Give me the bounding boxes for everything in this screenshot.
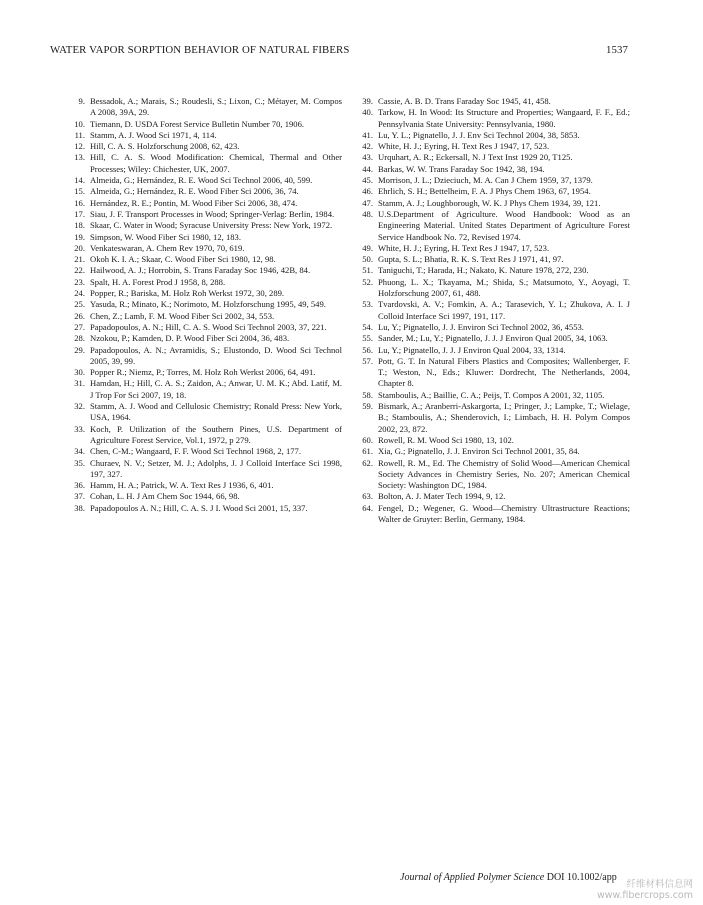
reference-item — [72, 322, 342, 333]
reference-text: Papadopoulos A. N.; Hill, C. A. S. J I. Wood Sci 2001, 15, 337. — [90, 502, 308, 513]
reference-text: Churaev, N. V.; Setzer, M. J.; Adolphs, J. J Colloid Interface Sci 1998, 197, 327. — [90, 457, 342, 479]
reference-item — [360, 458, 630, 492]
watermark-line-1: 纤维材料信息网 — [626, 879, 693, 890]
reference-text: Okoh K. I. A.; Skaar, C. Wood Fiber Sci 1980, 12, 98. — [90, 254, 276, 265]
reference-item — [360, 175, 630, 186]
reference-item — [360, 491, 630, 502]
reference-text: Koch, P. Utilization of the Southern Pines, U.S. Department of Agriculture Forest Service, Vol.1, 1972, p 279. — [90, 423, 342, 445]
reference-text: Cohan, L. H. J Am Chem Soc 1944, 66, 98. — [90, 491, 240, 502]
reference-number: 49. — [362, 242, 373, 253]
page-number: 1537 — [606, 44, 628, 56]
reference-number: 45. — [362, 175, 373, 186]
reference-item — [72, 220, 342, 231]
reference-item — [72, 265, 342, 276]
reference-text: Taniguchi, T.; Harada, H.; Nakato, K. Nature 1978, 272, 230. — [378, 265, 589, 276]
reference-item — [360, 198, 630, 209]
reference-text: Tiemann, D. USDA Forest Service Bulletin Number 70, 1906. — [90, 118, 305, 129]
reference-item — [360, 333, 630, 344]
reference-number: 9. — [78, 96, 85, 106]
reference-text: Hill, C. A. S. Holzforschung 2008, 62, 423. — [90, 141, 240, 152]
reference-item — [72, 367, 342, 378]
reference-item — [72, 311, 342, 322]
reference-number: 31. — [74, 378, 85, 389]
reference-number: 35. — [74, 457, 85, 468]
reference-number: 53. — [362, 299, 373, 310]
reference-item — [360, 164, 630, 175]
reference-item — [72, 119, 342, 130]
reference-item — [72, 503, 342, 514]
reference-item — [360, 209, 630, 243]
reference-text: Stamboulis, A.; Baillie, C. A.; Peijs, T. Compos A 2001, 32, 1105. — [378, 389, 605, 400]
reference-number: 26. — [74, 310, 85, 321]
reference-number: 13. — [74, 152, 85, 163]
reference-text: Sander, M.; Lu, Y.; Pignatello, J. J. J Environ Qual 2005, 34, 1063. — [378, 333, 608, 344]
reference-number: 14. — [74, 175, 85, 186]
reference-item — [360, 265, 630, 276]
reference-number: 15. — [74, 186, 85, 197]
reference-item — [360, 446, 630, 457]
reference-number: 44. — [362, 163, 373, 174]
reference-item — [360, 277, 630, 300]
reference-item — [72, 299, 342, 310]
reference-text: Chen, Z.; Lamb, F. M. Wood Fiber Sci 2002, 34, 553. — [90, 310, 275, 321]
reference-text: Lu, Y.; Pignatello, J. J. J Environ Qual 2004, 33, 1314. — [378, 344, 566, 355]
reference-item — [360, 356, 630, 390]
reference-item — [72, 345, 342, 368]
reference-text: Rowell, R. M. Wood Sci 1980, 13, 102. — [378, 434, 514, 445]
reference-number: 23. — [74, 276, 85, 287]
reference-item — [72, 209, 342, 220]
reference-number: 21. — [74, 254, 85, 265]
reference-number: 47. — [362, 197, 373, 208]
reference-number: 12. — [74, 141, 85, 152]
reference-text: Ehrlich, S. H.; Bettelheim, F. A. J Phys Chem 1963, 67, 1954. — [378, 186, 591, 197]
reference-item — [72, 446, 342, 457]
reference-number: 58. — [362, 389, 373, 400]
reference-item — [72, 232, 342, 243]
reference-item — [360, 152, 630, 163]
journal-name: Journal of Applied Polymer Science — [400, 872, 545, 883]
reference-number: 17. — [74, 208, 85, 219]
reference-text: Cassie, A. B. D. Trans Faraday Soc 1945, 41, 458. — [378, 96, 551, 106]
reference-text: Papadopoulos, A. N.; Hill, C. A. S. Wood Sci Technol 2003, 37, 221. — [90, 321, 327, 332]
reference-text: Bessadok, A.; Marais, S.; Roudesli, S.; Lixon, C.; Métayer, M. Compos A 2008, 39A, 29. — [90, 96, 342, 118]
reference-number: 36. — [74, 480, 85, 491]
reference-item — [72, 424, 342, 447]
reference-text: U.S.Department of Agriculture. Wood Handbook: Wood as an Engineering Material. United States Department of Agriculture Forest Service Handbook No. 72, Revised 1974. — [378, 208, 630, 242]
reference-number: 50. — [362, 254, 373, 265]
reference-number: 10. — [74, 118, 85, 129]
reference-number: 20. — [74, 242, 85, 253]
reference-text: Tarkow, H. In Wood: Its Structure and Properties; Wangaard, F. F., Ed.; Pennsylvania State University: Pennsylvania, 1980. — [378, 107, 630, 129]
reference-item — [360, 345, 630, 356]
reference-item — [72, 96, 342, 119]
reference-text: Hernández, R. E.; Pontin, M. Wood Fiber Sci 2006, 38, 474. — [90, 197, 298, 208]
reference-item — [72, 277, 342, 288]
reference-text: Stamm, A. J. Wood Sci 1971, 4, 114. — [90, 129, 217, 140]
references-left-column — [72, 96, 342, 514]
reference-text: Popper, R.; Bariska, M. Holz Roh Werkst 1972, 30, 289. — [90, 288, 285, 299]
reference-text: Skaar, C. Water in Wood; Syracuse University Press: New York, 1972. — [90, 220, 333, 231]
reference-text: Almeida, G.; Hernández, R. E. Wood Fiber Sci 2006, 36, 74. — [90, 186, 299, 197]
reference-number: 24. — [74, 288, 85, 299]
reference-number: 34. — [74, 446, 85, 457]
reference-number: 60. — [362, 434, 373, 445]
reference-text: Phuong, L. X.; Tkayama, M.; Shida, S.; Matsumoto, Y., Aoyagi, T. Holzforschung 2007, 61, 488. — [378, 276, 630, 299]
reference-number: 46. — [362, 186, 373, 197]
reference-text: Yasuda, R.; Minato, K.; Norimoto, M. Holzforschung 1995, 49, 549. — [90, 299, 326, 310]
reference-text: White, H. J.; Eyring, H. Text Res J 1947, 17, 523. — [378, 141, 550, 152]
reference-text: Urquhart, A. R.; Eckersall, N. J Text Inst 1929 20, T125. — [378, 152, 573, 163]
reference-text: Bolton, A. J. Mater Tech 1994, 9, 12. — [378, 491, 506, 502]
references-right-column — [360, 96, 630, 525]
reference-item — [72, 175, 342, 186]
reference-item — [72, 480, 342, 491]
reference-item — [72, 152, 342, 175]
reference-number: 41. — [362, 129, 373, 140]
reference-item — [72, 243, 342, 254]
reference-item — [72, 458, 342, 481]
reference-number: 27. — [74, 321, 85, 332]
reference-item — [72, 378, 342, 401]
reference-item — [360, 322, 630, 333]
reference-number: 40. — [362, 107, 373, 118]
reference-text: Hailwood, A. J.; Horrobin, S. Trans Faraday Soc 1946, 42B, 84. — [90, 265, 311, 276]
reference-text: Tvardovski, A. V.; Fomkin, A. A.; Tarasevich, Y. I.; Zhukova, A. I. J Colloid Interface Sci 1997, 191, 117. — [378, 299, 630, 321]
reference-text: Hamdan, H.; Hill, C. A. S.; Zaidon, A.; Anwar, U. M. K.; Abd. Latif, M. J Trop For Sci 2007, 19, 18. — [90, 378, 342, 400]
reference-number: 11. — [74, 129, 85, 140]
reference-number: 63. — [362, 491, 373, 502]
reference-item — [360, 96, 630, 107]
reference-item — [360, 130, 630, 141]
reference-text: Stamm, A. J. Wood and Cellulosic Chemistry; Ronald Press: New York, USA, 1964. — [90, 401, 342, 423]
reference-item — [72, 333, 342, 344]
reference-number: 25. — [74, 299, 85, 310]
reference-number: 55. — [362, 333, 373, 344]
reference-text: Simpson, W. Wood Fiber Sci 1980, 12, 183. — [90, 231, 241, 242]
reference-number: 30. — [74, 367, 85, 378]
reference-text: White, H. J.; Eyring, H. Text Res J 1947, 17, 523. — [378, 242, 550, 253]
doi: DOI 10.1002/app — [546, 872, 617, 883]
reference-number: 43. — [362, 152, 373, 163]
reference-item — [72, 491, 342, 502]
reference-item — [360, 254, 630, 265]
reference-number: 59. — [362, 401, 373, 412]
running-header — [50, 44, 628, 60]
reference-number: 38. — [74, 502, 85, 513]
reference-number: 16. — [74, 197, 85, 208]
reference-item — [360, 401, 630, 435]
reference-number: 19. — [74, 231, 85, 242]
reference-number: 57. — [362, 355, 373, 366]
reference-text: Morrison, J. L.; Dzieciuch, M. A. Can J Chem 1959, 37, 1379. — [378, 175, 593, 186]
reference-number: 29. — [74, 344, 85, 355]
reference-number: 28. — [74, 333, 85, 344]
reference-text: Lu, Y. L.; Pignatello, J. J. Env Sci Technol 2004, 38, 5853. — [378, 129, 580, 140]
watermark — [597, 879, 693, 901]
reference-number: 18. — [74, 220, 85, 231]
reference-number: 54. — [362, 321, 373, 332]
reference-number: 32. — [74, 401, 85, 412]
reference-text: Pott, G. T. In Natural Fibers Plastics and Composites; Wallenberger, F. T.; Weston, N., Eds.; Kluwer: Dordrecht, The Netherlands, 2004, Chapter 8. — [378, 355, 630, 389]
reference-text: Popper R.; Niemz, P.; Torres, M. Holz Roh Werkst 2006, 64, 491. — [90, 367, 316, 378]
reference-number: 22. — [74, 265, 85, 276]
reference-item — [360, 503, 630, 526]
reference-text: Stamm, A. J.; Loughborough, W. K. J Phys Chem 1934, 39, 121. — [378, 197, 601, 208]
reference-item — [360, 435, 630, 446]
reference-item — [360, 141, 630, 152]
reference-item — [72, 198, 342, 209]
reference-text: Gupta, S. L.; Bhatia, R. K. S. Text Res J 1971, 41, 97. — [378, 254, 564, 265]
reference-text: Hamm, H. A.; Patrick, W. A. Text Res J 1936, 6, 401. — [90, 480, 274, 491]
watermark-line-2: www.fibercrops.com — [596, 890, 693, 901]
reference-number: 52. — [362, 276, 373, 287]
reference-item — [72, 254, 342, 265]
reference-number: 64. — [362, 502, 373, 513]
reference-number: 61. — [362, 446, 373, 457]
reference-text: Nzokou, P.; Kamden, D. P. Wood Fiber Sci 2004, 36, 483. — [90, 333, 290, 344]
reference-number: 37. — [74, 491, 85, 502]
reference-text: Papadopoulos, A. N.; Avramidis, S.; Elustondo, D. Wood Sci Technol 2005, 39, 99. — [90, 344, 342, 366]
reference-number: 56. — [362, 344, 373, 355]
reference-number: 62. — [362, 457, 373, 468]
reference-text: Rowell, R. M., Ed. The Chemistry of Solid Wood—American Chemical Society Advances in Chemistry Series, No. 207; American Chemical Society: Washington DC, 1984. — [378, 457, 630, 491]
reference-text: Lu, Y.; Pignatello, J. J. Environ Sci Technol 2002, 36, 4553. — [378, 321, 584, 332]
reference-text: Bismark, A.; Aranberri-Askargorta, I.; Pringer, J.; Lampke, T.; Wielage, B.; Stamboulis, A.; Shenderovich, I.; Limbach, H. H. Polym Compos 2002, 23, 872. — [378, 401, 630, 434]
reference-item — [72, 288, 342, 299]
reference-number: 48. — [362, 208, 373, 219]
reference-number: 33. — [74, 423, 85, 434]
reference-item — [72, 401, 342, 424]
reference-text: Almeida, G.; Hernández, R. E. Wood Sci Technol 2006, 40, 599. — [90, 175, 313, 186]
reference-text: Chen, C-M.; Wangaard, F. F. Wood Sci Technol 1968, 2, 177. — [90, 446, 301, 457]
reference-text: Barkas, W. W. Trans Faraday Soc 1942, 38, 194. — [378, 163, 545, 174]
reference-item — [360, 299, 630, 322]
reference-text: Xia, G.; Pignatello, J. J. Environ Sci Technol 2001, 35, 84. — [378, 446, 580, 457]
reference-item — [360, 107, 630, 130]
reference-number: 39. — [362, 96, 373, 106]
reference-number: 42. — [362, 141, 373, 152]
reference-item — [72, 141, 342, 152]
reference-item — [72, 130, 342, 141]
reference-item — [360, 186, 630, 197]
reference-item — [360, 243, 630, 254]
reference-text: Venkateswaran, A. Chem Rev 1970, 70, 619. — [90, 242, 245, 253]
reference-text: Siau, J. F. Transport Processes in Wood; Springer-Verlag: Berlin, 1984. — [90, 208, 335, 219]
running-title: WATER VAPOR SORPTION BEHAVIOR OF NATURAL FIBERS — [50, 44, 350, 56]
reference-item — [72, 186, 342, 197]
reference-item — [360, 390, 630, 401]
reference-text: Fengel, D.; Wegener, G. Wood—Chemistry Ultrastructure Reactions; Walter de Gruyter: Berlin, Germany, 1984. — [378, 502, 630, 524]
reference-number: 51. — [362, 265, 373, 276]
reference-text: Hill, C. A. S. Wood Modification: Chemical, Thermal and Other Processes; Wiley: Chichester, UK, 2007. — [90, 152, 342, 174]
reference-text: Spalt, H. A. Forest Prod J 1958, 8, 288. — [90, 276, 226, 287]
